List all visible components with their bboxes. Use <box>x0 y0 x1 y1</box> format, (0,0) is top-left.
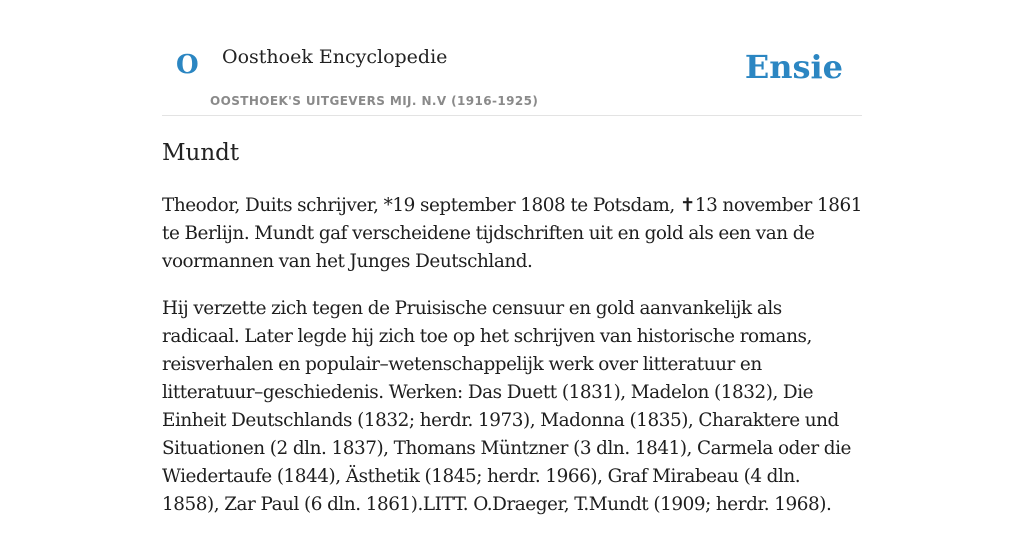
article-paragraph: Hij verzette zich tegen de Pruisische censuur en gold aanvankelijk als radicaal. Later legde hij zich toe op het schrijven van historische romans, reisverhalen en populair–wetenschappelijk werk over litteratuur en litteratuur–geschiedenis. Werken: Das Duett (1831), Madelon (1832), Die Einheit Deutschlands (1832; herdr. 1973), Madonna (1835), Charaktere und Situationen (2 dln. 1837), Thomans Müntzner (3 dln. 1841), Carmela oder die Wiedertaufe (1844), Ästhetik (1845; herdr. 1966), Graf Mirabeau (4 dln. 1858), Zar Paul (6 dln. 1861).LITT. O.Draeger, T.Mundt (1909; herdr. 1968). <box>162 298 851 515</box>
site-logo[interactable]: Ensie <box>744 48 843 86</box>
book-title[interactable]: Oosthoek Encyclopedie <box>222 46 448 68</box>
page <box>162 0 862 515</box>
publisher-label: OOSTHOEK'S UITGEVERS MIJ. N.V (1916-1925) <box>210 94 539 108</box>
entry-title: Mundt <box>162 140 240 166</box>
book-logo[interactable]: O <box>176 50 199 80</box>
article-paragraph: Theodor, Duits schrijver, *19 september 1808 te Potsdam, ✝13 november 1861 te Berlijn. Mundt gaf verscheidene tijdschriften uit en gold als een van de voormannen van het Junges Deutschland. <box>162 195 862 272</box>
article-body <box>162 192 862 538</box>
header <box>162 0 862 116</box>
